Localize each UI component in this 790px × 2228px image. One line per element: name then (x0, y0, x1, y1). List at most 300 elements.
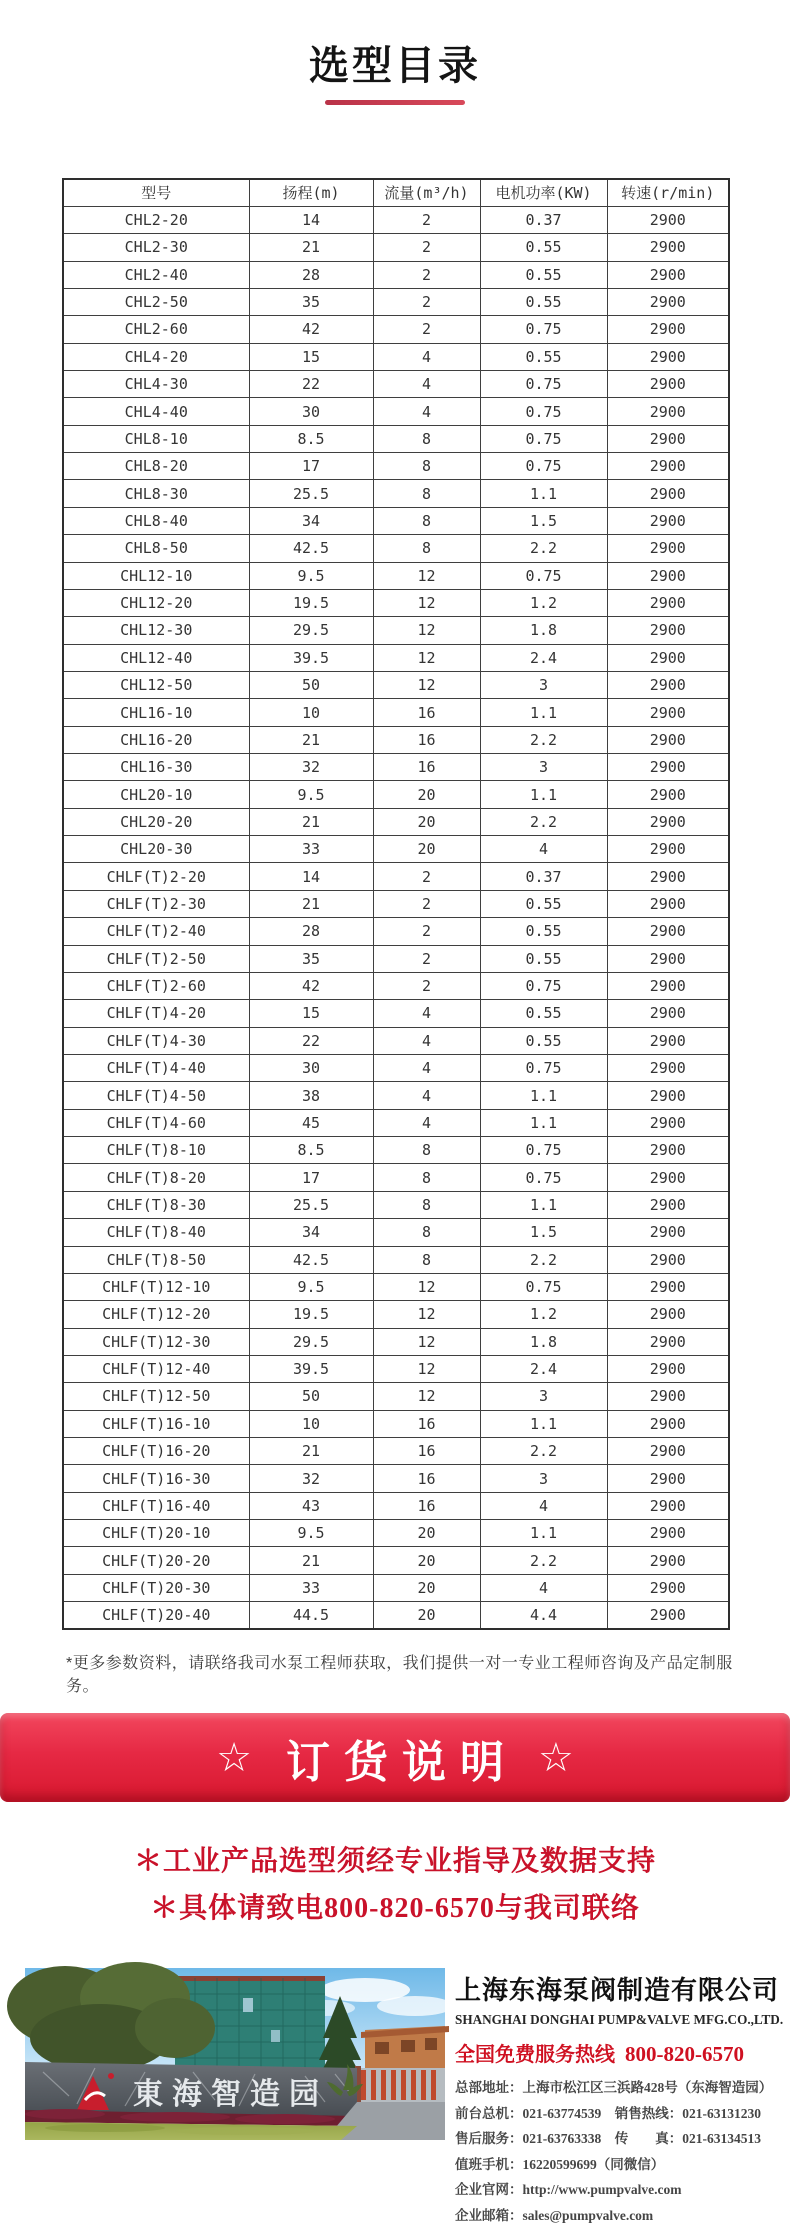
table-cell: 34 (249, 507, 373, 534)
photo-factory-building (361, 2026, 449, 2068)
table-row (63, 972, 729, 999)
table-cell: CHL12-50 (63, 671, 249, 698)
table-cell: 2900 (607, 1055, 729, 1082)
table-cell: 2900 (607, 918, 729, 945)
table-row (63, 398, 729, 425)
table-row (63, 644, 729, 671)
notice-line: ＊工业产品选型须经专业指导及数据支持 (0, 1838, 790, 1885)
table-cell: 12 (373, 1383, 480, 1410)
table-row (63, 671, 729, 698)
table-cell: CHL4-40 (63, 398, 249, 425)
table-cell: 1.8 (480, 1328, 607, 1355)
table-cell: 32 (249, 754, 373, 781)
table-cell: 38 (249, 1082, 373, 1109)
table-cell: 21 (249, 1547, 373, 1574)
contact-line: 企业官网：http://www.pumpvalve.com (455, 2177, 785, 2203)
table-cell: 2900 (607, 371, 729, 398)
table-cell: 4 (373, 1055, 480, 1082)
table-cell: 12 (373, 644, 480, 671)
table-cell: 2 (373, 316, 480, 343)
table-cell: 2900 (607, 1328, 729, 1355)
table-cell: 2900 (607, 589, 729, 616)
table-cell: 20 (373, 781, 480, 808)
table-cell: 2900 (607, 535, 729, 562)
table-cell: CHLF(T)4-40 (63, 1055, 249, 1082)
table-cell: 4 (373, 1082, 480, 1109)
table-cell: 25.5 (249, 480, 373, 507)
table-cell: 2.2 (480, 808, 607, 835)
table-cell: 2 (373, 206, 480, 233)
table-cell: CHL16-30 (63, 754, 249, 781)
table-row (63, 1273, 729, 1300)
table-cell: 2900 (607, 316, 729, 343)
table-cell: 1.5 (480, 507, 607, 534)
table-cell: 4 (480, 1492, 607, 1519)
photo-gate (355, 2066, 445, 2104)
table-cell: 8 (373, 535, 480, 562)
table-row (63, 1219, 729, 1246)
table-row (63, 836, 729, 863)
table-cell: 14 (249, 863, 373, 890)
table-cell: 14 (249, 206, 373, 233)
table-cell: 8 (373, 1219, 480, 1246)
table-cell: 1.1 (480, 480, 607, 507)
table-row (63, 1520, 729, 1547)
table-row (63, 699, 729, 726)
table-cell: 20 (373, 836, 480, 863)
table-row (63, 316, 729, 343)
table-cell: 4 (373, 1000, 480, 1027)
table-cell: 2 (373, 918, 480, 945)
header-row (63, 179, 729, 206)
table-cell: 0.75 (480, 1273, 607, 1300)
table-cell: 2900 (607, 1164, 729, 1191)
table-cell: 2 (373, 972, 480, 999)
table-cell: 2900 (607, 1137, 729, 1164)
table-row (63, 863, 729, 890)
table-cell: 8 (373, 425, 480, 452)
table-cell: 9.5 (249, 1273, 373, 1300)
table-cell: CHLF(T)20-20 (63, 1547, 249, 1574)
table-row (63, 1082, 729, 1109)
table-cell: 1.8 (480, 617, 607, 644)
table-cell: 8 (373, 1164, 480, 1191)
table-cell: 2900 (607, 1520, 729, 1547)
table-cell: 2 (373, 945, 480, 972)
table-cell: 17 (249, 1164, 373, 1191)
table-cell: 16 (373, 754, 480, 781)
table-cell: 16 (373, 1492, 480, 1519)
table-cell: 30 (249, 1055, 373, 1082)
table-cell: 9.5 (249, 781, 373, 808)
table-cell: 2900 (607, 234, 729, 261)
table-cell: CHLF(T)8-20 (63, 1164, 249, 1191)
order-instructions-banner (0, 1713, 790, 1802)
table-cell: CHL16-10 (63, 699, 249, 726)
table-cell: CHLF(T)2-50 (63, 945, 249, 972)
table-cell: 3 (480, 754, 607, 781)
table-cell: 16 (373, 699, 480, 726)
table-cell: 0.55 (480, 234, 607, 261)
company-name-en: SHANGHAI DONGHAI PUMP&VALVE MFG.CO.,LTD. (455, 2012, 785, 2028)
table-row (63, 726, 729, 753)
table-cell: 2900 (607, 781, 729, 808)
table-cell: 15 (249, 343, 373, 370)
table-cell: 16 (373, 1438, 480, 1465)
table-cell: CHLF(T)8-50 (63, 1246, 249, 1273)
table-cell: 33 (249, 836, 373, 863)
table-cell: 0.55 (480, 918, 607, 945)
table-cell: 12 (373, 1355, 480, 1382)
table-cell: 0.55 (480, 890, 607, 917)
table-row (63, 1246, 729, 1273)
table-row (63, 1000, 729, 1027)
service-hotline (455, 2038, 785, 2067)
table-row (63, 808, 729, 835)
table-cell: CHL2-50 (63, 288, 249, 315)
table-cell: CHLF(T)12-30 (63, 1328, 249, 1355)
table-cell: 2900 (607, 1492, 729, 1519)
table-cell: 29.5 (249, 617, 373, 644)
table-cell: 44.5 (249, 1602, 373, 1629)
table-cell: CHLF(T)12-50 (63, 1383, 249, 1410)
table-cell: 20 (373, 1602, 480, 1629)
table-cell: CHLF(T)8-30 (63, 1191, 249, 1218)
table-row (63, 781, 729, 808)
table-row (63, 1410, 729, 1437)
table-cell: CHL12-40 (63, 644, 249, 671)
table-cell: 8 (373, 1191, 480, 1218)
table-cell: 22 (249, 371, 373, 398)
table-cell: 12 (373, 562, 480, 589)
notice-block (0, 1838, 790, 1932)
table-cell: CHLF(T)4-50 (63, 1082, 249, 1109)
table-cell: CHLF(T)12-10 (63, 1273, 249, 1300)
table-cell: 19.5 (249, 589, 373, 616)
photo-gate-sign-text: 東海智造园 (133, 2078, 328, 2111)
table-cell: 2.2 (480, 726, 607, 753)
table-row (63, 1574, 729, 1601)
table-row (63, 371, 729, 398)
table-cell: 2900 (607, 1410, 729, 1437)
table-cell: 2900 (607, 1547, 729, 1574)
table-cell: 2900 (607, 972, 729, 999)
table-cell: 1.1 (480, 699, 607, 726)
table-cell: 1.5 (480, 1219, 607, 1246)
table-row (63, 890, 729, 917)
table-cell: 2.2 (480, 535, 607, 562)
table-cell: 2.4 (480, 644, 607, 671)
table-cell: 2900 (607, 288, 729, 315)
table-cell: CHL16-20 (63, 726, 249, 753)
table-cell: CHLF(T)20-40 (63, 1602, 249, 1629)
table-cell: 0.55 (480, 261, 607, 288)
table-cell: 33 (249, 1574, 373, 1601)
table-cell: 2900 (607, 671, 729, 698)
table-cell: 8 (373, 507, 480, 534)
table-cell: 2900 (607, 1191, 729, 1218)
column-header: 转速(r/min) (607, 179, 729, 206)
table-cell: 0.75 (480, 371, 607, 398)
table-cell: 20 (373, 1547, 480, 1574)
table-cell: 2 (373, 261, 480, 288)
column-header: 扬程(m) (249, 179, 373, 206)
table-cell: CHL2-20 (63, 206, 249, 233)
spec-table-body (63, 206, 729, 1629)
table-cell: CHL8-30 (63, 480, 249, 507)
table-cell: 0.37 (480, 863, 607, 890)
table-cell: 34 (249, 1219, 373, 1246)
table-row (63, 562, 729, 589)
table-cell: 2900 (607, 1383, 729, 1410)
table-cell: 0.75 (480, 425, 607, 452)
table-cell: 8.5 (249, 1137, 373, 1164)
table-cell: 0.55 (480, 343, 607, 370)
table-cell: 0.75 (480, 972, 607, 999)
table-cell: 21 (249, 234, 373, 261)
table-cell: CHLF(T)12-20 (63, 1301, 249, 1328)
table-row (63, 425, 729, 452)
table-cell: 0.55 (480, 945, 607, 972)
table-cell: 1.2 (480, 1301, 607, 1328)
table-row (63, 1355, 729, 1382)
table-cell: CHLF(T)16-40 (63, 1492, 249, 1519)
table-cell: CHLF(T)16-10 (63, 1410, 249, 1437)
table-cell: 21 (249, 808, 373, 835)
table-cell: 3 (480, 1383, 607, 1410)
table-cell: 0.55 (480, 1000, 607, 1027)
table-row (63, 535, 729, 562)
table-note: *更多参数资料，请联络我司水泵工程师获取，我们提供一对一专业工程师咨询及产品定制服务。 (66, 1650, 746, 1696)
table-cell: 28 (249, 261, 373, 288)
table-cell: 4 (373, 1109, 480, 1136)
contact-line: 售后服务：021-63763338 传 真：021-63134513 (455, 2126, 785, 2152)
table-cell: 2900 (607, 1000, 729, 1027)
table-cell: CHL8-40 (63, 507, 249, 534)
table-row (63, 480, 729, 507)
table-row (63, 1383, 729, 1410)
table-cell: 2900 (607, 261, 729, 288)
table-cell: 2900 (607, 1273, 729, 1300)
table-cell: 4 (480, 1574, 607, 1601)
table-row (63, 288, 729, 315)
table-row (63, 589, 729, 616)
table-row (63, 507, 729, 534)
table-cell: CHL20-10 (63, 781, 249, 808)
table-row (63, 1328, 729, 1355)
table-cell: CHLF(T)8-10 (63, 1137, 249, 1164)
table-cell: 8 (373, 1246, 480, 1273)
table-cell: 8 (373, 453, 480, 480)
table-cell: CHLF(T)8-40 (63, 1219, 249, 1246)
hotline-label: 全国免费服务热线 (455, 2044, 615, 2066)
table-cell: CHL12-10 (63, 562, 249, 589)
table-cell: 1.1 (480, 1520, 607, 1547)
table-cell: 2900 (607, 1301, 729, 1328)
table-cell: CHL8-10 (63, 425, 249, 452)
table-cell: CHL20-20 (63, 808, 249, 835)
table-row (63, 1438, 729, 1465)
table-cell: 4 (373, 343, 480, 370)
table-cell: 2.2 (480, 1438, 607, 1465)
table-cell: 4 (373, 1027, 480, 1054)
table-cell: 2900 (607, 754, 729, 781)
table-cell: 1.1 (480, 1082, 607, 1109)
table-cell: 2900 (607, 206, 729, 233)
table-cell: 3 (480, 671, 607, 698)
contact-list (455, 2075, 785, 2228)
table-cell: CHLF(T)12-40 (63, 1355, 249, 1382)
table-cell: 12 (373, 617, 480, 644)
table-cell: 2900 (607, 644, 729, 671)
page-title: 选型目录 (0, 34, 790, 91)
table-cell: 2900 (607, 1027, 729, 1054)
table-cell: 1.2 (480, 589, 607, 616)
table-cell: CHLF(T)20-30 (63, 1574, 249, 1601)
table-cell: 8 (373, 1137, 480, 1164)
table-cell: 2900 (607, 507, 729, 534)
table-cell: CHL8-50 (63, 535, 249, 562)
table-cell: 16 (373, 1410, 480, 1437)
table-cell: 2.2 (480, 1246, 607, 1273)
table-cell: 35 (249, 288, 373, 315)
table-cell: 0.75 (480, 1137, 607, 1164)
table-cell: 2900 (607, 1574, 729, 1601)
table-cell: 1.1 (480, 1410, 607, 1437)
table-row (63, 1137, 729, 1164)
table-row (63, 453, 729, 480)
table-row (63, 1109, 729, 1136)
table-row (63, 1602, 729, 1629)
table-cell: 39.5 (249, 644, 373, 671)
table-cell: CHL2-30 (63, 234, 249, 261)
table-cell: 29.5 (249, 1328, 373, 1355)
table-cell: 1.1 (480, 1191, 607, 1218)
table-cell: 2900 (607, 808, 729, 835)
table-cell: 16 (373, 1465, 480, 1492)
table-cell: 45 (249, 1109, 373, 1136)
table-cell: 30 (249, 398, 373, 425)
contact-line: 值班手机：16220599699（同微信） (455, 2152, 785, 2178)
contact-line: 企业邮箱：sales@pumpvalve.com (455, 2203, 785, 2228)
table-cell: 3 (480, 1465, 607, 1492)
table-cell: 8.5 (249, 425, 373, 452)
table-cell: 50 (249, 1383, 373, 1410)
table-cell: CHLF(T)16-30 (63, 1465, 249, 1492)
table-cell: 2.2 (480, 1547, 607, 1574)
table-cell: 2900 (607, 480, 729, 507)
table-row (63, 617, 729, 644)
table-row (63, 754, 729, 781)
table-cell: CHL12-30 (63, 617, 249, 644)
table-cell: 15 (249, 1000, 373, 1027)
table-cell: 2 (373, 863, 480, 890)
table-row (63, 1465, 729, 1492)
table-row (63, 1301, 729, 1328)
table-cell: 42 (249, 316, 373, 343)
table-cell: 2900 (607, 1109, 729, 1136)
table-cell: 4 (373, 371, 480, 398)
table-cell: 21 (249, 890, 373, 917)
table-cell: 28 (249, 918, 373, 945)
table-cell: 0.55 (480, 288, 607, 315)
table-row (63, 1055, 729, 1082)
hotline-number: 800-820-6570 (625, 2042, 744, 2066)
table-cell: 2900 (607, 562, 729, 589)
table-cell: 2900 (607, 945, 729, 972)
table-cell: 32 (249, 1465, 373, 1492)
table-cell: 12 (373, 589, 480, 616)
table-cell: 12 (373, 1301, 480, 1328)
column-header: 流量(m³/h) (373, 179, 480, 206)
table-cell: 22 (249, 1027, 373, 1054)
table-row (63, 1191, 729, 1218)
table-cell: 2900 (607, 1082, 729, 1109)
notice-line: ＊具体请致电800-820-6570与我司联络 (0, 1885, 790, 1932)
table-cell: CHLF(T)4-30 (63, 1027, 249, 1054)
table-cell: 12 (373, 1328, 480, 1355)
table-cell: 0.75 (480, 316, 607, 343)
table-cell: CHLF(T)2-60 (63, 972, 249, 999)
table-cell: CHLF(T)2-40 (63, 918, 249, 945)
table-cell: 2900 (607, 1355, 729, 1382)
table-cell: 39.5 (249, 1355, 373, 1382)
table-cell: 20 (373, 808, 480, 835)
table-cell: 20 (373, 1574, 480, 1601)
table-cell: 2900 (607, 836, 729, 863)
table-row (63, 261, 729, 288)
table-cell: 10 (249, 1410, 373, 1437)
table-cell: 2 (373, 234, 480, 261)
table-cell: 2900 (607, 890, 729, 917)
table-row (63, 1164, 729, 1191)
table-cell: 10 (249, 699, 373, 726)
table-cell: CHLF(T)20-10 (63, 1520, 249, 1547)
table-cell: 12 (373, 1273, 480, 1300)
table-cell: 2900 (607, 425, 729, 452)
table-cell: 2900 (607, 343, 729, 370)
table-cell: CHL20-30 (63, 836, 249, 863)
table-cell: 0.75 (480, 1164, 607, 1191)
table-cell: 0.37 (480, 206, 607, 233)
table-cell: 2900 (607, 1465, 729, 1492)
table-cell: 2900 (607, 726, 729, 753)
table-cell: CHLF(T)2-30 (63, 890, 249, 917)
table-cell: 0.75 (480, 453, 607, 480)
table-cell: 2900 (607, 1438, 729, 1465)
table-cell: 9.5 (249, 1520, 373, 1547)
table-cell: 1.1 (480, 1109, 607, 1136)
table-cell: 2.4 (480, 1355, 607, 1382)
table-cell: CHL2-60 (63, 316, 249, 343)
table-row (63, 1492, 729, 1519)
table-cell: 4.4 (480, 1602, 607, 1629)
company-entrance-photo (25, 1968, 445, 2140)
table-cell: CHL12-20 (63, 589, 249, 616)
table-cell: 4 (480, 836, 607, 863)
table-cell: 0.75 (480, 1055, 607, 1082)
table-cell: 17 (249, 453, 373, 480)
contact-line: 总部地址：上海市松江区三浜路428号（东海智造园） (455, 2075, 785, 2101)
table-row (63, 918, 729, 945)
table-cell: 2900 (607, 1602, 729, 1629)
spec-table-head (63, 179, 729, 206)
company-name-cn: 上海东海泵阀制造有限公司 (455, 1970, 785, 2007)
star-icon: ☆ (216, 1738, 252, 1778)
table-cell: 20 (373, 1520, 480, 1547)
table-cell: CHLF(T)16-20 (63, 1438, 249, 1465)
table-cell: 42.5 (249, 1246, 373, 1273)
